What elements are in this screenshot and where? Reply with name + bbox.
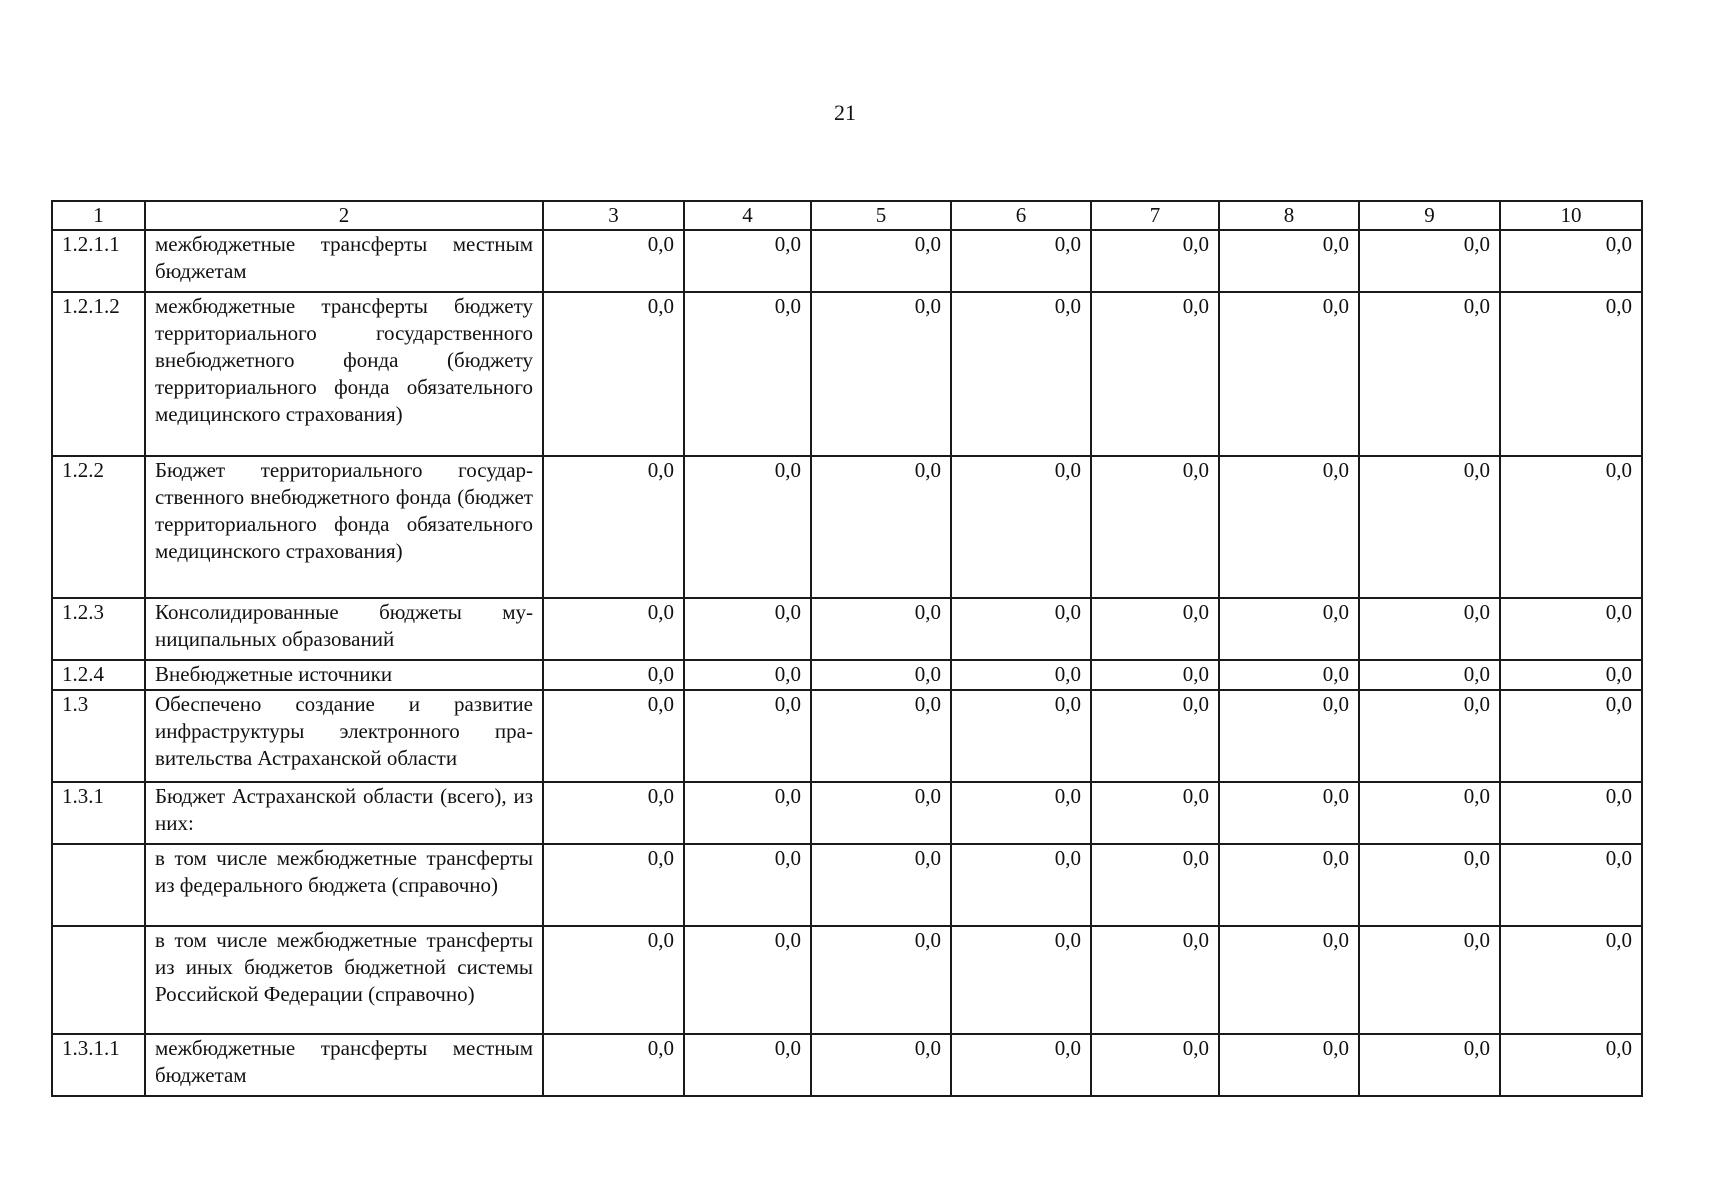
row-value: 0,0 (1500, 660, 1642, 690)
row-value: 0,0 (1091, 598, 1219, 660)
row-value: 0,0 (543, 292, 684, 456)
row-value: 0,0 (951, 1034, 1091, 1096)
row-code: 1.3.1 (52, 782, 145, 844)
row-value: 0,0 (1359, 844, 1500, 926)
row-value: 0,0 (1359, 292, 1500, 456)
budget-table (51, 200, 1643, 1097)
row-name: в том числе межбюджетные трансферты из федерального бюджета (справочно) (145, 844, 543, 926)
row-name: межбюджетные трансферты местным бюджетам (145, 1034, 543, 1096)
row-value: 0,0 (684, 230, 811, 292)
table-row (52, 1034, 1642, 1096)
row-value: 0,0 (1091, 926, 1219, 1034)
row-value: 0,0 (1219, 230, 1359, 292)
column-header: 5 (811, 201, 951, 230)
row-value: 0,0 (951, 456, 1091, 598)
row-value: 0,0 (1091, 844, 1219, 926)
row-value: 0,0 (811, 230, 951, 292)
row-name: Бюджет Астраханской области (всего), из них: (145, 782, 543, 844)
column-header: 10 (1500, 201, 1642, 230)
row-value: 0,0 (1500, 926, 1642, 1034)
row-value: 0,0 (951, 292, 1091, 456)
table-row (52, 660, 1642, 690)
row-code (52, 926, 145, 1034)
row-value: 0,0 (811, 926, 951, 1034)
table-row (52, 844, 1642, 926)
row-value: 0,0 (543, 782, 684, 844)
row-value: 0,0 (1500, 292, 1642, 456)
row-value: 0,0 (684, 690, 811, 782)
row-value: 0,0 (1359, 598, 1500, 660)
row-value: 0,0 (543, 926, 684, 1034)
row-value: 0,0 (1219, 598, 1359, 660)
row-value: 0,0 (1219, 456, 1359, 598)
row-value: 0,0 (811, 1034, 951, 1096)
row-value: 0,0 (1359, 926, 1500, 1034)
column-header: 6 (951, 201, 1091, 230)
column-header: 8 (1219, 201, 1359, 230)
table-row (52, 782, 1642, 844)
row-value: 0,0 (543, 660, 684, 690)
row-value: 0,0 (543, 230, 684, 292)
row-value: 0,0 (1500, 1034, 1642, 1096)
row-value: 0,0 (1091, 1034, 1219, 1096)
row-value: 0,0 (1219, 690, 1359, 782)
row-value: 0,0 (811, 292, 951, 456)
row-value: 0,0 (684, 1034, 811, 1096)
column-header: 2 (145, 201, 543, 230)
column-header: 9 (1359, 201, 1500, 230)
row-value: 0,0 (684, 456, 811, 598)
row-name: межбюджетные трансферты бюджету территориального государственного внебюджетного фонда (бюджету территориального фонда обязательного медицинского страхования) (145, 292, 543, 456)
row-value: 0,0 (1500, 456, 1642, 598)
row-value: 0,0 (684, 660, 811, 690)
row-value: 0,0 (1219, 782, 1359, 844)
row-value: 0,0 (951, 844, 1091, 926)
row-code (52, 844, 145, 926)
table-row (52, 926, 1642, 1034)
column-number-row (52, 201, 1642, 230)
row-value: 0,0 (684, 598, 811, 660)
row-value: 0,0 (543, 598, 684, 660)
row-value: 0,0 (684, 292, 811, 456)
row-value: 0,0 (1500, 690, 1642, 782)
row-name: Бюджет территориального государственного внебюджетного фонда (бюджет территориального фонда обязательного медицинского страхования) (145, 456, 543, 598)
row-code: 1.3 (52, 690, 145, 782)
row-value: 0,0 (1219, 292, 1359, 456)
row-code: 1.2.1.1 (52, 230, 145, 292)
row-value: 0,0 (1500, 782, 1642, 844)
row-value: 0,0 (951, 230, 1091, 292)
row-value: 0,0 (1091, 230, 1219, 292)
page-number: 21 (834, 100, 856, 125)
row-value: 0,0 (1091, 660, 1219, 690)
row-code: 1.2.2 (52, 456, 145, 598)
row-value: 0,0 (1091, 690, 1219, 782)
row-value: 0,0 (811, 456, 951, 598)
row-value: 0,0 (1359, 782, 1500, 844)
row-name: межбюджетные трансферты местным бюджетам (145, 230, 543, 292)
row-value: 0,0 (543, 690, 684, 782)
table-row (52, 230, 1642, 292)
row-value: 0,0 (543, 1034, 684, 1096)
table-body (52, 201, 1642, 1096)
row-value: 0,0 (951, 660, 1091, 690)
row-value: 0,0 (811, 782, 951, 844)
row-value: 0,0 (1500, 844, 1642, 926)
row-value: 0,0 (1359, 660, 1500, 690)
row-value: 0,0 (951, 598, 1091, 660)
row-name: Консолидированные бюджеты муниципальных образований (145, 598, 543, 660)
table-row (52, 690, 1642, 782)
row-value: 0,0 (811, 690, 951, 782)
row-value: 0,0 (1091, 782, 1219, 844)
row-value: 0,0 (1359, 1034, 1500, 1096)
row-value: 0,0 (543, 844, 684, 926)
row-value: 0,0 (951, 782, 1091, 844)
row-name: Обеспечено создание и развитие инфраструктуры электронного правительства Астраханской области (145, 690, 543, 782)
row-value: 0,0 (811, 844, 951, 926)
row-value: 0,0 (684, 926, 811, 1034)
row-value: 0,0 (1219, 1034, 1359, 1096)
row-value: 0,0 (1359, 456, 1500, 598)
row-code: 1.2.1.2 (52, 292, 145, 456)
row-value: 0,0 (1219, 926, 1359, 1034)
row-value: 0,0 (1359, 230, 1500, 292)
column-header: 1 (52, 201, 145, 230)
row-value: 0,0 (1091, 292, 1219, 456)
row-value: 0,0 (684, 782, 811, 844)
row-code: 1.3.1.1 (52, 1034, 145, 1096)
row-value: 0,0 (951, 690, 1091, 782)
row-name: Внебюджетные источники (145, 660, 543, 690)
table-row (52, 598, 1642, 660)
column-header: 7 (1091, 201, 1219, 230)
row-value: 0,0 (1500, 230, 1642, 292)
column-header: 4 (684, 201, 811, 230)
row-value: 0,0 (543, 456, 684, 598)
table-row (52, 456, 1642, 598)
row-name: в том числе межбюджетные трансферты из иных бюджетов бюджетной системы Российской Федерации (справочно) (145, 926, 543, 1034)
row-code: 1.2.4 (52, 660, 145, 690)
table-row (52, 292, 1642, 456)
row-value: 0,0 (684, 844, 811, 926)
row-value: 0,0 (1219, 844, 1359, 926)
row-value: 0,0 (1091, 456, 1219, 598)
row-value: 0,0 (811, 598, 951, 660)
row-code: 1.2.3 (52, 598, 145, 660)
row-value: 0,0 (1500, 598, 1642, 660)
row-value: 0,0 (1359, 690, 1500, 782)
row-value: 0,0 (951, 926, 1091, 1034)
row-value: 0,0 (811, 660, 951, 690)
row-value: 0,0 (1219, 660, 1359, 690)
column-header: 3 (543, 201, 684, 230)
